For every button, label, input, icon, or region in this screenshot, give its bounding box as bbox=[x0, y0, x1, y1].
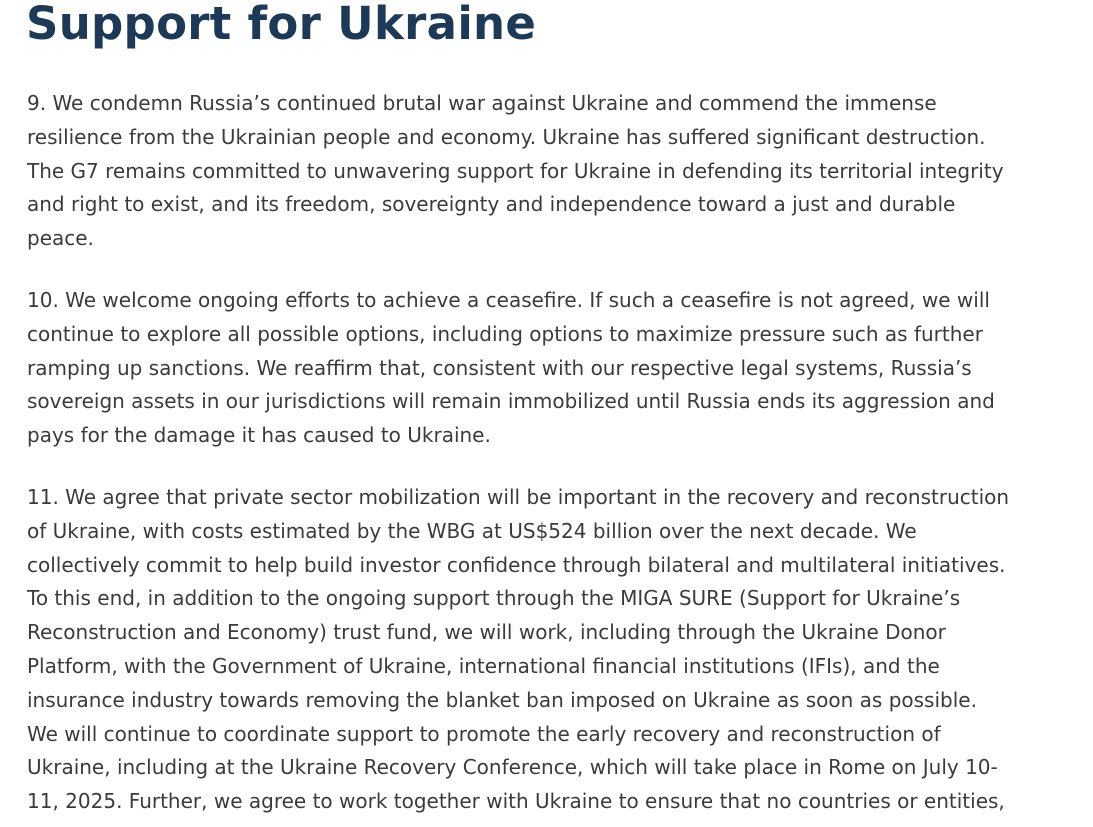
paragraph-line: To this end, in addition to the ongoing support through the MIGA SURE (Support for Ukraine’s bbox=[27, 586, 961, 611]
paragraph-line: sovereign assets in our jurisdictions will remain immobilized until Russia ends its aggression and bbox=[27, 389, 995, 414]
paragraph-10 bbox=[27, 284, 1067, 453]
paragraph-9 bbox=[27, 87, 1067, 256]
paragraph-line: Platform, with the Government of Ukraine, international financial institutions (IFIs), and the bbox=[27, 653, 940, 678]
paragraph-line: continue to explore all possible options, including options to maximize pressure such as further bbox=[27, 321, 983, 346]
paragraph-line: 10. We welcome ongoing efforts to achieve a ceasefire. If such a ceasefire is not agreed, we will bbox=[27, 288, 990, 312]
paragraph-line: 11. We agree that private sector mobilization will be important in the recovery and reconstruction bbox=[27, 485, 1010, 509]
paragraph-line: of Ukraine, with costs estimated by the WBG at US$524 billion over the next decade. We bbox=[27, 518, 917, 543]
paragraph-line: We will continue to coordinate support to promote the early recovery and reconstruction of bbox=[27, 721, 941, 746]
paragraph-line: collectively commit to help build investor confidence through bilateral and multilateral initiatives. bbox=[27, 552, 1006, 577]
paragraph-line: The G7 remains committed to unwavering support for Ukraine in defending its territorial integrity bbox=[27, 158, 1004, 183]
paragraph-line: peace. bbox=[27, 226, 94, 251]
paragraph-line: 9. We condemn Russia’s continued brutal war against Ukraine and commend the immense bbox=[27, 91, 937, 115]
paragraph-line: insurance industry towards removing the blanket ban imposed on Ukraine as soon as possible. bbox=[27, 687, 977, 712]
paragraph-line: pays for the damage it has caused to Ukraine. bbox=[27, 423, 491, 448]
paragraph-line: Reconstruction and Economy) trust fund, we will work, including through the Ukraine Donor bbox=[27, 620, 946, 645]
paragraph-line: 11, 2025. Further, we agree to work together with Ukraine to ensure that no countries or entities, bbox=[27, 789, 1005, 814]
paragraph-line: resilience from the Ukrainian people and economy. Ukraine has suffered significant destruction. bbox=[27, 124, 986, 149]
paragraph-11 bbox=[27, 481, 1067, 819]
paragraph-line: ramping up sanctions. We reaffirm that, consistent with our respective legal systems, Russia’s bbox=[27, 355, 972, 380]
section-heading: Support for Ukraine bbox=[26, 0, 537, 50]
paragraph-line: and right to exist, and its freedom, sovereignty and independence toward a just and durable bbox=[27, 192, 956, 217]
paragraph-line: Ukraine, including at the Ukraine Recovery Conference, which will take place in Rome on July 10- bbox=[27, 755, 998, 780]
